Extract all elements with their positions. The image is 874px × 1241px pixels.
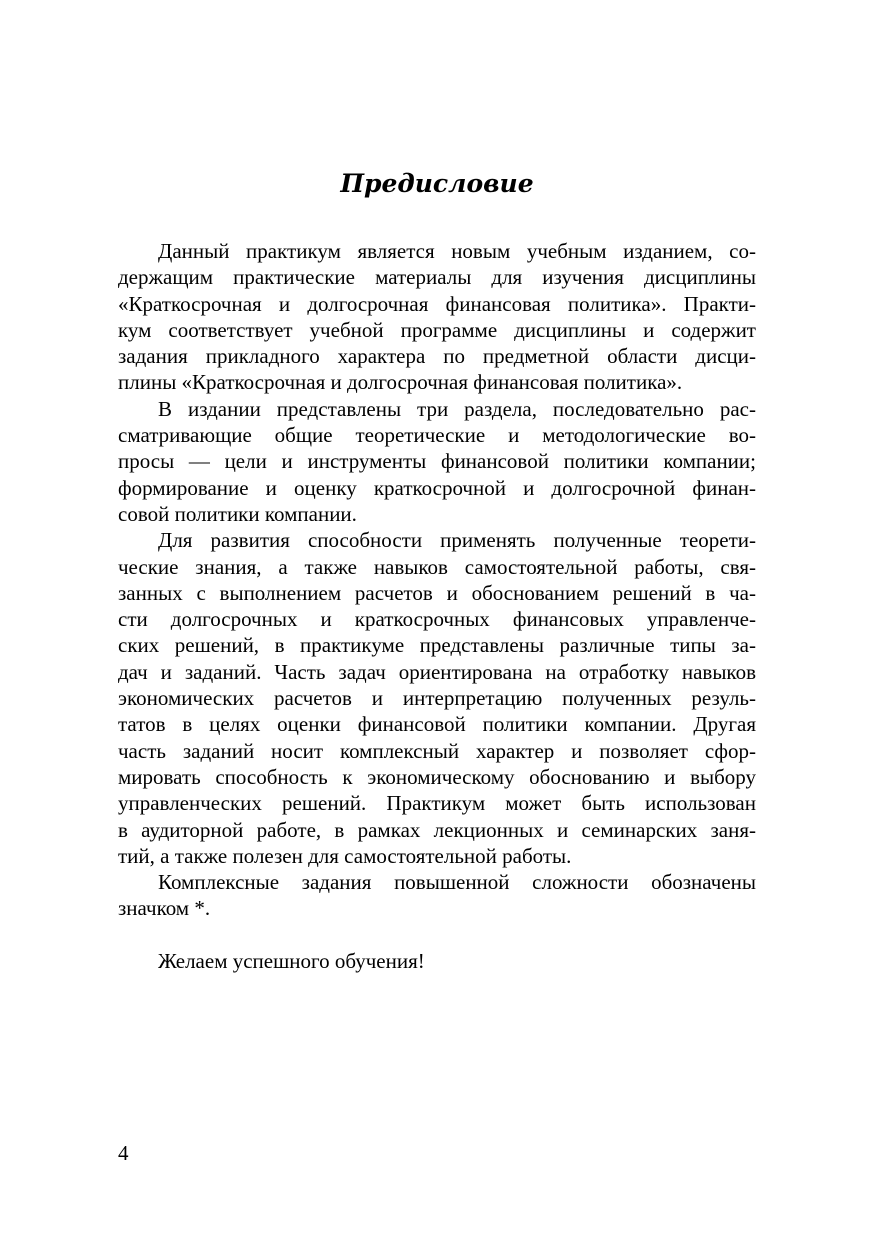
paragraph-1: [118, 238, 756, 396]
text-line: значком *.: [118, 896, 211, 921]
paragraph-3: [118, 527, 756, 869]
text-line: тий, а также полезен для самостоятельной работы.: [118, 843, 572, 868]
text-line: держащим практические материалы для изучения дисциплины: [118, 265, 756, 290]
text-line: Для развития способности применять полученные теорети-: [158, 528, 756, 553]
closing-wish: Желаем успешного обучения!: [158, 948, 425, 973]
text-line: просы — цели и инструменты финансовой политики компании;: [118, 449, 756, 474]
text-line: формирование и оценку краткосрочной и долгосрочной финан-: [118, 475, 756, 500]
text-line: татов в целях оценки финансовой политики компании. Другая: [118, 712, 756, 737]
text-line: ских решений, в практикуме представлены различные типы за-: [118, 633, 756, 658]
text-line: сти долгосрочных и краткосрочных финансовых управленче-: [118, 607, 756, 632]
text-line: дач и заданий. Часть задач ориентирована на отработку навыков: [118, 659, 756, 684]
paragraph-2: [118, 396, 756, 527]
text-line: сматривающие общие теоретические и методологические во-: [118, 423, 756, 448]
text-line: в аудиторной работе, в рамках лекционных и семинарских заня-: [118, 817, 756, 842]
text-line: Комплексные задания повышенной сложности обозначены: [158, 870, 756, 895]
text-line: плины «Краткосрочная и долгосрочная финансовая политика».: [118, 370, 683, 395]
text-line: ческие знания, а также навыков самостоятельной работы, свя-: [118, 554, 756, 579]
text-line: занных с выполнением расчетов и обоснованием решений в ча-: [118, 580, 756, 605]
page-number: 4: [118, 1141, 129, 1165]
text-line: часть заданий носит комплексный характер и позволяет сфор-: [118, 738, 756, 763]
text-line: задания прикладного характера по предметной области дисци-: [118, 344, 756, 369]
text-line: В издании представлены три раздела, последовательно рас-: [158, 396, 756, 421]
text-line: управленческих решений. Практикум может быть использован: [118, 791, 756, 816]
text-line: кум соответствует учебной программе дисциплины и содержит: [118, 317, 756, 342]
document-page: [118, 0, 756, 1241]
preface-body: [118, 238, 756, 974]
text-line: мировать способность к экономическому обоснованию и выбору: [118, 764, 756, 789]
text-line: Данный практикум является новым учебным изданием, со-: [158, 239, 756, 263]
text-line: «Краткосрочная и долгосрочная финансовая политика». Практи-: [118, 291, 756, 316]
page-title: Предисловие: [340, 169, 534, 198]
text-line: совой политики компании.: [118, 501, 357, 526]
paragraph-4: [118, 869, 756, 922]
text-line: экономических расчетов и интерпретацию полученных резуль-: [118, 686, 756, 711]
